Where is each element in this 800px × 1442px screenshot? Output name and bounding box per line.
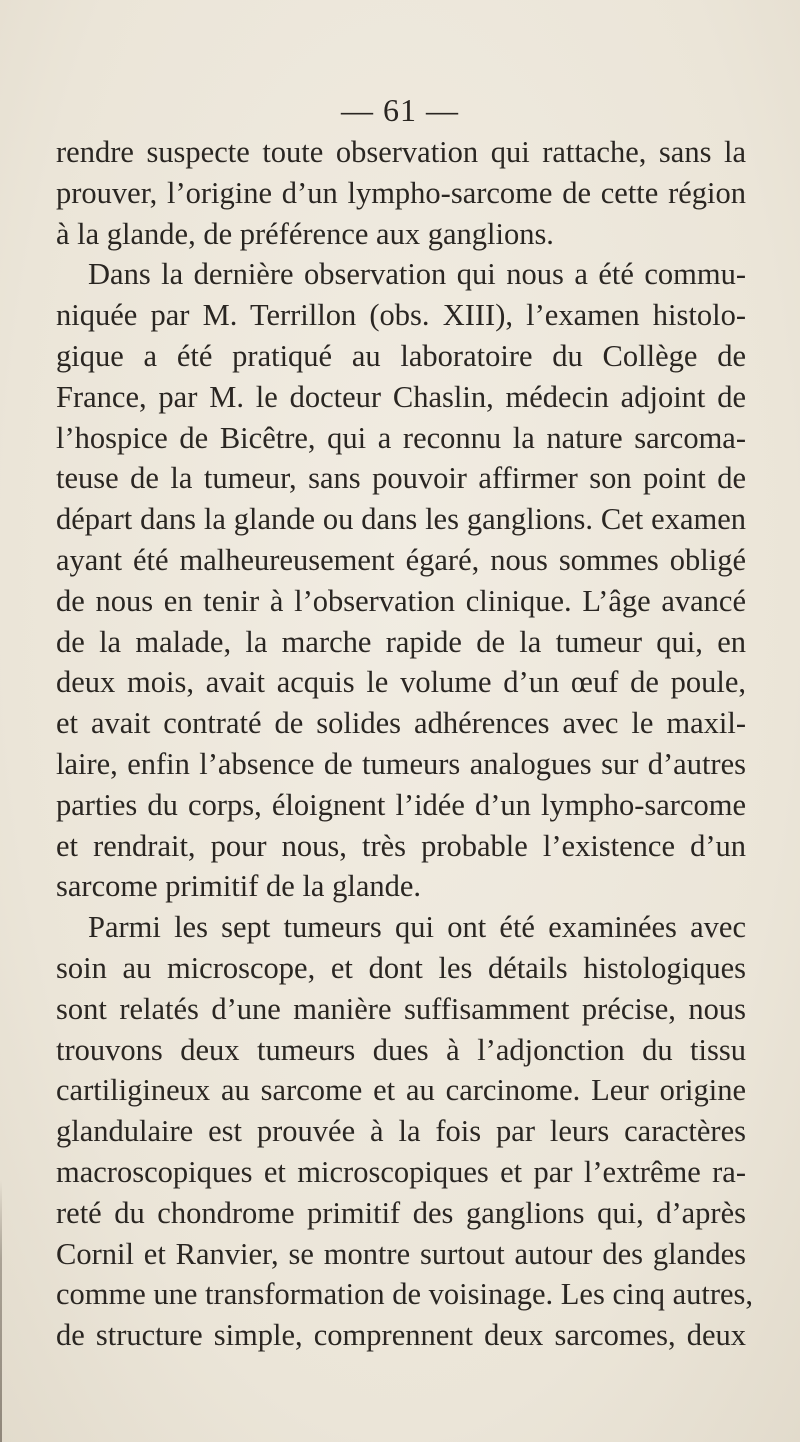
text-line: sont relatés d’une manière suffisamment précise, nous — [56, 991, 746, 1026]
text-line: deux mois, avait acquis le volume d’un œuf de poule, — [56, 665, 746, 700]
text-line: et rendrait, pour nous, très probable l’existence d’un — [56, 828, 746, 863]
text-line: sarcome primitif de la glande. — [56, 869, 422, 904]
text-line: prouver, l’origine d’un lympho-sarcome de cette région — [56, 175, 746, 210]
text-line: Cornil et Ranvier, se montre surtout autour des glandes — [56, 1236, 746, 1271]
text-line: ayant été malheureusement égaré, nous sommes obligé — [56, 542, 746, 577]
text-line: de structure simple, comprennent deux sarcomes, deux — [56, 1318, 746, 1353]
text-line: Dans la dernière observation qui nous a été commu- — [88, 257, 746, 292]
text-line: gique a été pratiqué au laboratoire du Collège de — [56, 338, 746, 373]
text-line: trouvons deux tumeurs dues à l’adjonction du tissu — [56, 1032, 746, 1067]
page-number: — 61 — — [341, 92, 459, 128]
text-line: à la glande, de préférence aux ganglions. — [56, 216, 554, 251]
text-line: comme une transformation de voisinage. Les cinq autres, — [56, 1277, 754, 1312]
text-line: niquée par M. Terrillon (obs. XIII), l’examen histolo- — [56, 298, 746, 333]
text-line: rendre suspecte toute observation qui rattache, sans la — [56, 135, 746, 169]
page-edge-shadow — [0, 1180, 2, 1442]
text-line: parties du corps, éloignent l’idée d’un lympho-sarcome — [56, 787, 746, 822]
text-line: et avait contraté de solides adhérences avec le maxil- — [56, 706, 746, 741]
text-line: départ dans la glande ou dans les ganglions. Cet examen — [56, 502, 746, 537]
text-line: Parmi les sept tumeurs qui ont été examinées avec — [88, 910, 746, 945]
text-line: de la malade, la marche rapide de la tumeur qui, en — [56, 624, 746, 659]
text-line: glandulaire est prouvée à la fois par leurs caractères — [56, 1114, 746, 1149]
text-line: de nous en tenir à l’observation clinique. L’âge avancé — [56, 583, 746, 618]
body-text — [56, 132, 754, 1356]
text-line: cartiligineux au sarcome et au carcinome. Leur origine — [56, 1073, 746, 1108]
text-line: macroscopiques et microscopiques et par l’extrême ra- — [56, 1154, 746, 1189]
text-line: teuse de la tumeur, sans pouvoir affirmer son point de — [56, 461, 746, 496]
text-line: soin au microscope, et dont les détails histologiques — [56, 950, 746, 985]
text-line: France, par M. le docteur Chaslin, médecin adjoint de — [56, 379, 746, 414]
text-line: laire, enfin l’absence de tumeurs analogues sur d’autres — [56, 746, 746, 781]
text-line: l’hospice de Bicêtre, qui a reconnu la nature sarcoma- — [56, 420, 746, 455]
text-line: reté du chondrome primitif des ganglions qui, d’après — [56, 1195, 746, 1230]
